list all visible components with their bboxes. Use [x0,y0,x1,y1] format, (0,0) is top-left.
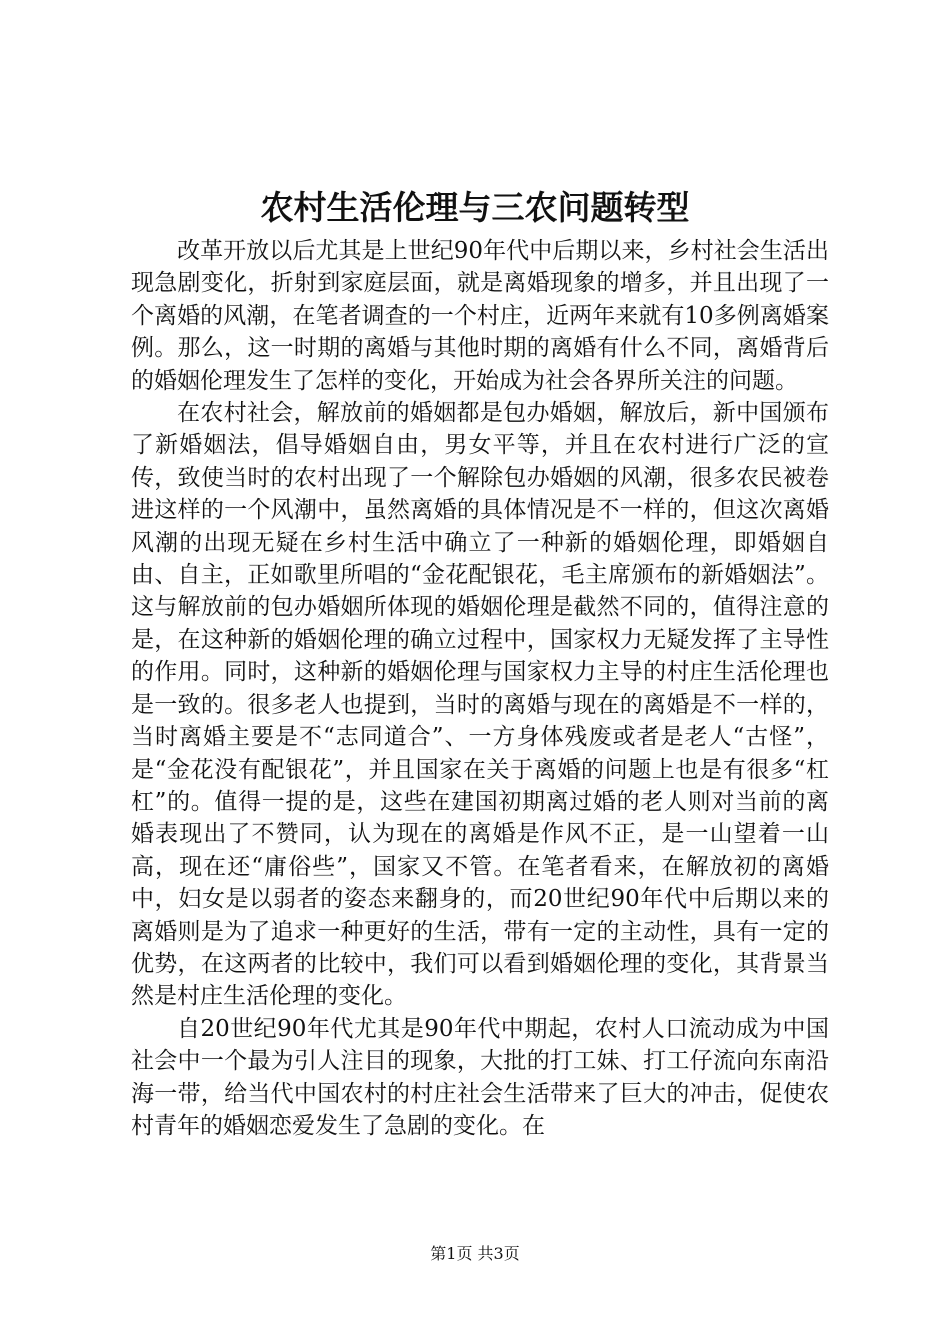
document-title: 农村生活伦理与三农问题转型 [260,188,690,227]
paragraph-1: 改革开放以后尤其是上世纪90年代中后期以来，乡村社会生活出现急剧变化，折射到家庭层面，就是离婚现象的增多，并且出现了一个离婚的风潮，在笔者调查的一个村庄，近两年来就有10多例离婚案例。那么，这一时期的离婚与其他时期的离婚有什么不同，离婚背后的婚姻伦理发生了怎样的变化，开始成为社会各界所关注的问题。 [131,238,829,394]
paragraph-3: 自20世纪90年代尤其是90年代中期起，农村人口流动成为中国社会中一个最为引人注目的现象，大批的打工妹、打工仔流向东南沿海一带，给当代中国农村的村庄社会生活带来了巨大的冲击，促使农村青年的婚姻恋爱发生了急剧的变化。在 [131,1015,829,1139]
document-body [131,235,829,1142]
page-footer [0,1242,950,1266]
page-number-label: 第1页 共3页 [430,1244,520,1263]
paragraph-2: 在农村社会，解放前的婚姻都是包办婚姻，解放后，新中国颁布了新婚姻法，倡导婚姻自由，男女平等，并且在农村进行广泛的宣传，致使当时的农村出现了一个解除包办婚姻的风潮，很多农民被卷进这样的一个风潮中，虽然离婚的具体情况是不一样的，但这次离婚风潮的出现无疑在乡村生活中确立了一种新的婚姻伦理，即婚姻自由、自主，正如歌里所唱的“金花配银花，毛主席颁布的新婚姻法”。这与解放前的包办婚姻所体现的婚姻伦理是截然不同的，值得注意的是，在这种新的婚姻伦理的确立过程中，国家权力无疑发挥了主导性的作用。同时，这种新的婚姻伦理与国家权力主导的村庄生活伦理也是一致的。很多老人也提到，当时的离婚与现在的离婚是不一样的，当时离婚主要是不“志同道合”、一方身体残废或者是老人“古怪”，是“金花没有配银花”，并且国家在关于离婚的问题上也是有很多“杠杠”的。值得一提的是，这些在建国初期离过婚的老人则对当前的离婚表现出了不赞同，认为现在的离婚是作风不正，是一山望着一山高，现在还“庸俗些”，国家又不管。在笔者看来，在解放初的离婚中，妇女是以弱者的姿态来翻身的，而20世纪90年代中后期以来的离婚则是为了追求一种更好的生活，带有一定的主动性，具有一定的优势，在这两者的比较中，我们可以看到婚姻伦理的变化，其背景当然是村庄生活伦理的变化。 [131,400,829,1010]
